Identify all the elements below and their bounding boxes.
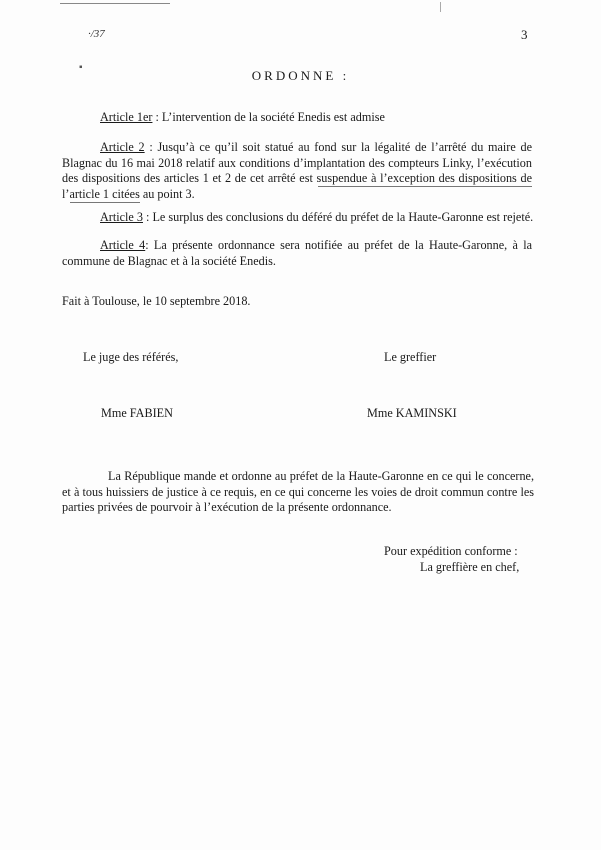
article-3-text: : Le surplus des conclusions du déféré du préfet de la Haute-Garonne est rejeté.	[142, 210, 534, 224]
article-2	[62, 140, 532, 202]
article-1-text: : L’intervention de la société Enedis est admise	[152, 110, 385, 124]
ordonne-heading: ORDONNE :	[251, 68, 350, 83]
page-reference: ∙/37	[88, 28, 105, 40]
article-4-text: : La présente ordonnance sera notifiée au préfet de la Haute-Garonne, à la commune de Blagnac et à la société Enedis.	[62, 238, 532, 268]
page-number: 3	[521, 27, 528, 42]
scan-artifact-mark	[440, 2, 441, 12]
article-1-label: Article 1er	[100, 110, 153, 124]
certification-line-2: La greffière en chef,	[420, 560, 520, 574]
article-4	[62, 238, 532, 269]
article-4-label: Article 4	[100, 238, 146, 252]
handwritten-underline	[70, 202, 140, 203]
article-2-label: Article 2	[100, 140, 145, 154]
place-date: Fait à Toulouse, le 10 septembre 2018.	[62, 294, 251, 308]
article-3	[100, 210, 540, 226]
scan-dot: ▪	[79, 62, 83, 73]
judge-name: Mme FABIEN	[101, 406, 173, 420]
enforcement-formula-text: La République mande et ordonne au préfet de la Haute-Garonne en ce qui le concerne, et à tous huissiers de justice à ce requis, en ce qui concerne les voies de droit commun contre les parties privées de pourvoir à l’exécution de la présente ordonnance.	[62, 469, 534, 515]
scan-artifact-line	[60, 3, 170, 4]
article-1	[100, 110, 540, 126]
clerk-title: Le greffier	[384, 350, 437, 364]
clerk-name: Mme KAMINSKI	[367, 406, 457, 420]
article-3-label: Article 3	[100, 210, 143, 224]
enforcement-formula	[62, 469, 534, 516]
article-2-text: : Jusqu’à ce qu’il soit statué au fond sur la légalité de l’arrêté du maire de Blagnac du 16 mai 2018 relatif aux conditions d’implantation des compteurs Linky, l’exécution des dispositions des articles 1 et 2 de cet arrêté est suspendue à l’exception des dispositions de l’article 1 citées au point 3.	[62, 140, 532, 201]
handwritten-underline	[318, 186, 532, 187]
judge-title: Le juge des référés,	[83, 350, 179, 364]
certification-line-1: Pour expédition conforme :	[384, 544, 518, 558]
